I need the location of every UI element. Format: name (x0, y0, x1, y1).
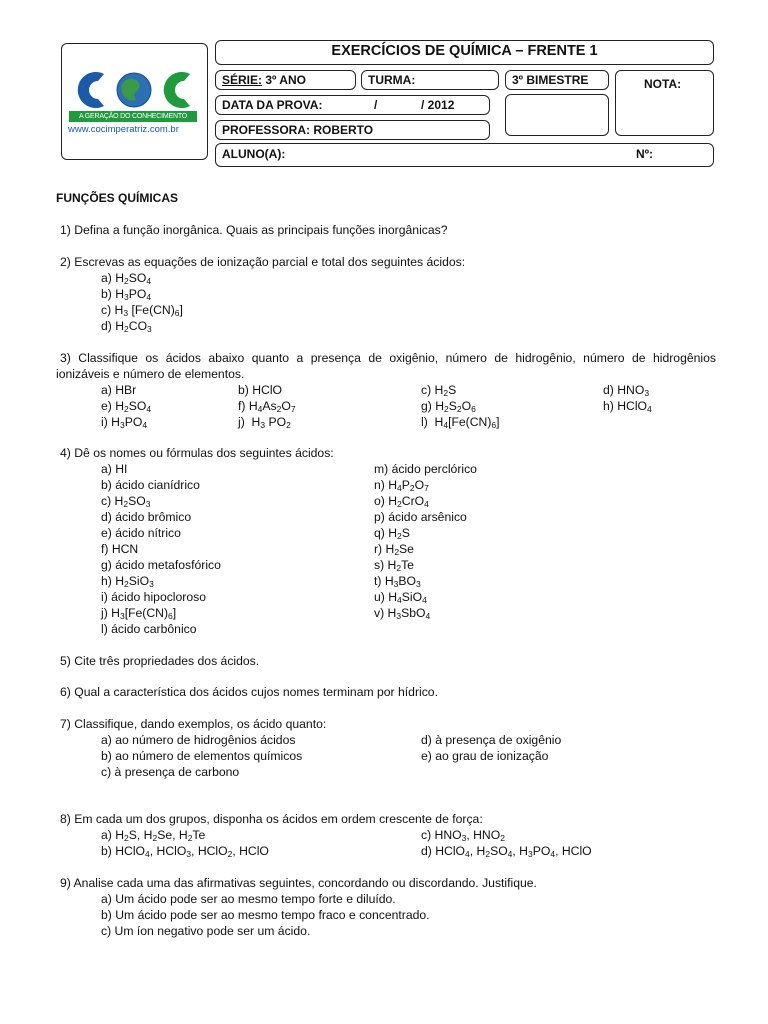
question-8: 8) Em cada um dos grupos, disponha os ácidos em ordem crescente de força: (60, 812, 483, 826)
q9-item-a: a) Um ácido pode ser ao mesmo tempo forte e diluído. (101, 892, 396, 906)
professora-label: PROFESSORA: ROBERTO (222, 123, 374, 137)
nota-label: NOTA: (644, 77, 682, 91)
question-1: 1) Defina a função inorgânica. Quais as principais funções inorgânicas? (60, 223, 448, 237)
q4-item-s: s) $H_2Te$ (374, 558, 414, 573)
bimestre-blank-box (505, 94, 609, 136)
coc-logo (66, 66, 206, 142)
q4-item-q: q) $H_2S$ (374, 526, 410, 541)
question-6: 6) Qual a característica dos ácidos cujos nomes terminam por hídrico. (60, 685, 438, 699)
q3-item-a: a) HBr (101, 383, 137, 397)
q7-item-d: d) à presença de oxigênio (421, 733, 562, 747)
q3-item-g: g) $H_2S_2O_6$ (421, 399, 476, 414)
q4-item-l: l) ácido carbônico (101, 622, 197, 636)
q4-item-g: g) ácido metafosfórico (101, 558, 221, 572)
q9-item-b: b) Um ácido pode ser ao mesmo tempo fraco e concentrado. (101, 908, 430, 922)
q8-item-d: d) HClO$_4$, $H_2SO_4$, $H_3PO_4$, HClO (421, 844, 592, 859)
q4-item-e: e) ácido nítrico (101, 526, 181, 540)
q4-item-n: n) $H_4P_2O_7$ (374, 478, 429, 493)
data-label: DATA DA PROVA: (222, 98, 323, 112)
q4-item-v: v) $H_3SbO_4$ (374, 606, 431, 621)
q8-item-c: c) $HNO_3$, $HNO_2$ (421, 828, 505, 843)
q3-item-b: b) HClO (238, 383, 283, 397)
q2-item-c: c) $H_3$ $[Fe(CN)_6]$ (101, 303, 183, 318)
aluno-label: ALUNO(A): (222, 147, 286, 161)
logo-tagline: A GERAÇÃO DO CONHECIMENTO (78, 113, 188, 120)
q4-item-c: c) $H_2SO_3$ (101, 494, 151, 509)
data-sep1: / (374, 98, 378, 112)
q7-item-b: b) ao número de elementos químicos (101, 749, 303, 763)
q4-item-i: i) ácido hipocloroso (101, 590, 207, 604)
q4-item-m: m) ácido perclórico (374, 462, 477, 476)
q4-item-o: o) $H_2CrO_4$ (374, 494, 429, 509)
q3-item-i: i) $H_3PO_4$ (101, 415, 148, 430)
q3-item-c: c) $H_2S$ (421, 383, 457, 398)
serie-field (222, 73, 306, 87)
q4-item-b: b) ácido cianídrico (101, 478, 200, 492)
q3-item-j: j) $H_3$ $PO_2$ (238, 415, 291, 430)
q7-item-a: a) ao número de hidrogênios ácidos (101, 733, 296, 747)
q4-item-h: h) $H_2SiO_3$ (101, 574, 154, 589)
numero-label: Nº: (636, 147, 654, 161)
logo-url: www.cocimperatriz.com.br (68, 124, 179, 135)
q7-item-c: c) à presença de carbono (101, 765, 240, 779)
question-3-line2: ionizáveis e número de elementos. (56, 367, 245, 381)
question-3-line1: 3) Classifique os ácidos abaixo quanto a presença de oxigênio, número de hidrogênio, número de hidrogênios (60, 351, 716, 365)
q3-item-f: f) $H_4As_2O_7$ (238, 399, 296, 414)
q3-item-e: e) $H_2SO_4$ (101, 399, 152, 414)
q4-item-j: j) $H_3[Fe(CN)_6]$ (101, 606, 177, 621)
q3-item-d: d) $HNO_3$ (603, 383, 650, 398)
bimestre-label: 3º BIMESTRE (512, 73, 589, 87)
q3-item-l: l) $H_4[Fe(CN)_6]$ (421, 415, 500, 430)
data-year: / 2012 (421, 98, 455, 112)
q3-item-h: h) HClO$_4$ (603, 399, 652, 414)
q4-item-d: d) ácido brômico (101, 510, 192, 524)
q8-item-b: b) HClO$_4$, HClO$_3$, HClO$_2$, HClO (101, 844, 269, 859)
serie-label: SÉRIE: (222, 73, 263, 87)
q4-item-t: t) $H_3BO_3$ (374, 574, 421, 589)
question-9: 9) Analise cada uma das afirmativas seguintes, concordando ou discordando. Justifique. (60, 876, 537, 890)
question-2: 2) Escrevas as equações de ionização parcial e total dos seguintes ácidos: (60, 255, 466, 269)
q2-item-d: d) $H_2CO_3$ (101, 319, 152, 334)
q2-item-b: b) $H_3PO_4$ (101, 287, 152, 302)
q7-item-e: e) ao grau de ionização (421, 749, 549, 763)
q4-item-p: p) ácido arsênico (374, 510, 467, 524)
q4-item-f: f) HCN (101, 542, 139, 556)
q9-item-c: c) Um íon negativo pode ser um ácido. (101, 924, 311, 938)
q4-item-u: u) $H_4SiO_4$ (374, 590, 427, 605)
serie-value: 3º ANO (265, 73, 306, 87)
question-5: 5) Cite três propriedades dos ácidos. (60, 654, 260, 668)
q4-item-a: a) HI (101, 462, 128, 476)
q8-item-a: a) $H_2S$, $H_2Se$, $H_2Te$ (101, 828, 206, 843)
question-4: 4) Dê os nomes ou fórmulas dos seguintes ácidos: (60, 446, 334, 460)
q2-item-a: a) $H_2SO_4$ (101, 271, 152, 286)
q4-item-r: r) $H_2Se$ (374, 542, 414, 557)
section-title: FUNÇÕES QUÍMICAS (56, 191, 179, 205)
page-title: EXERCÍCIOS DE QUÍMICA – FRENTE 1 (331, 43, 598, 59)
turma-label: TURMA: (368, 73, 416, 87)
question-7: 7) Classifique, dando exemplos, os ácido quanto: (60, 717, 327, 731)
